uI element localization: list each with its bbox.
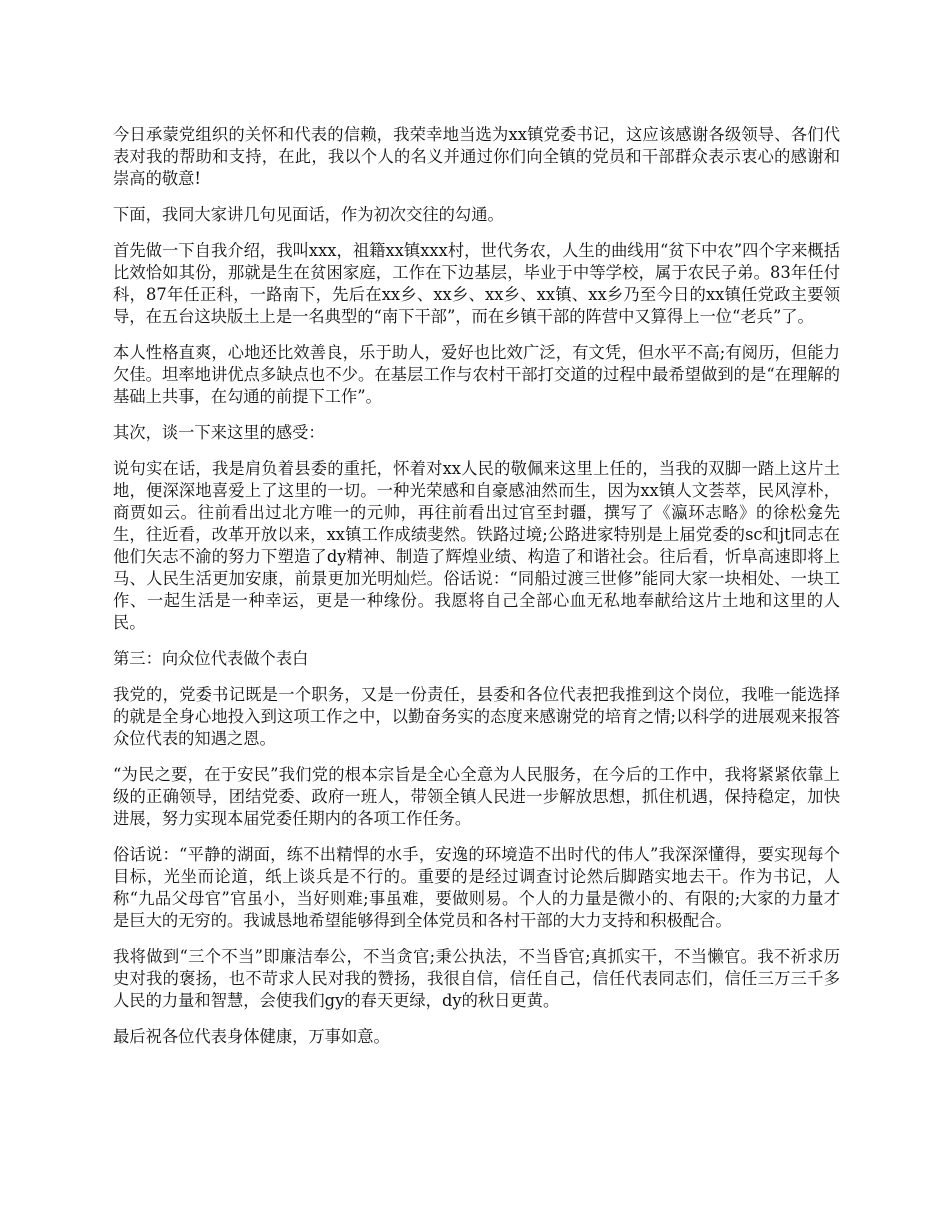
document-body bbox=[113, 124, 840, 1062]
paragraph-5: 其次，谈一下来这里的感受： bbox=[113, 423, 325, 442]
paragraph-2: 下面，我同大家讲几句见面话，作为初次交往的勾通。 bbox=[113, 205, 504, 224]
paragraph-8: 我党的，党委书记既是一个职务，又是一份责任，县委和各位代表把我推到这个岗位，我唯一能选择的就是全身心地投入到这项工作之中，以勤奋务实的态度来感谢党的培育之情;以科学的进展观来报答众位代表的知遇之恩。 bbox=[113, 685, 840, 748]
paragraph-12: 最后祝各位代表身体健康，万事如意。 bbox=[113, 1027, 390, 1046]
paragraph-11: 我将做到“三个不当”即廉洁奉公，不当贪官;秉公执法，不当昏官;真抓实干，不当懒官。我不祈求历史对我的褒扬，也不苛求人民对我的赞扬，我很自信，信任自己，信任代表同志们，信任三万三千多人民的力量和智慧，会使我们gy的春天更绿，dy的秋日更黄。 bbox=[113, 947, 840, 1010]
paragraph-10: 俗话说：“平静的湖面，练不出精悍的水手，安逸的环境造不出时代的伟人”我深深懂得，要实现每个目标，光坐而论道，纸上谈兵是不行的。重要的是经过调查讨论然后脚踏实地去干。作为书记，人称“九品父母官”官虽小，当好则难;事虽难，要做则易。个人的力量是微小的、有限的;大家的力量才是巨大的无穷的。我诚恳地希望能够得到全体党员和各村干部的大力支持和积极配合。 bbox=[113, 845, 840, 930]
paragraph-3: 首先做一下自我介绍，我叫xxx，祖籍xx镇xxx村，世代务农，人生的曲线用“贫下中农”四个字来概括比效恰如其份，那就是生在贫困家庭，工作在下边基层，毕业于中等学校，属于农民子弟。83年任付科，87年任正科，一路南下，先后在xx乡、xx乡、xx乡、xx镇、xx乡乃至今日的xx镇任党政主要领导，在五台这块版土上是一名典型的“南下干部”，而在乡镇干部的阵营中又算得上一位“老兵”了。 bbox=[113, 241, 841, 326]
paragraph-6: 说句实在话，我是肩负着县委的重托，怀着对xx人民的敬佩来这里上任的，当我的双脚一踏上这片土地，便深深地喜爱上了这里的一切。一种光荣感和自豪感油然而生，因为xx镇人文荟萃，民风淳朴，商贾如云。往前看出过北方唯一的元帅，再往前看出过官至封疆，撰写了《瀛环志略》的徐松龛先生，往近看，改革开放以来，xx镇工作成绩斐然。铁路过境;公路进家特别是上届党委的sc和jt同志在他们矢志不渝的努力下塑造了dy精神、制造了辉煌业绩、构造了和谐社会。往后看，忻阜高速即将上马、人民生活更加安康，前景更加光明灿烂。俗话说：“同船过渡三世修”能同大家一块相处、一块工作、一起生活是一种幸运，更是一种缘份。我愿将自己全部心血无私地奉献给这片土地和这里的人民。 bbox=[113, 459, 840, 632]
paragraph-7: 第三：向众位代表做个表白 bbox=[113, 649, 309, 668]
paragraph-9: “为民之要，在于安民”我们党的根本宗旨是全心全意为人民服务，在今后的工作中，我将紧紧依靠上级的正确领导，团结党委、政府一班人，带领全镇人民进一步解放思想，抓住机遇，保持稳定，加快进展，努力实现本届党委任期内的各项工作任务。 bbox=[113, 765, 840, 828]
paragraph-1: 今日承蒙党组织的关怀和代表的信赖，我荣幸地当选为xx镇党委书记，这应该感谢各级领导、各们代表对我的帮助和支持，在此，我以个人的名义并通过你们向全镇的党员和干部群众表示衷心的感谢和崇高的敬意! bbox=[113, 125, 840, 188]
paragraph-4: 本人性格直爽，心地还比效善良，乐于助人，爱好也比效广泛，有文凭，但水平不高;有阅历，但能力欠佳。坦率地讲优点多缺点也不少。在基层工作与农村干部打交道的过程中最希望做到的是“在理解的基础上共事，在勾通的前提下工作”。 bbox=[113, 343, 840, 406]
